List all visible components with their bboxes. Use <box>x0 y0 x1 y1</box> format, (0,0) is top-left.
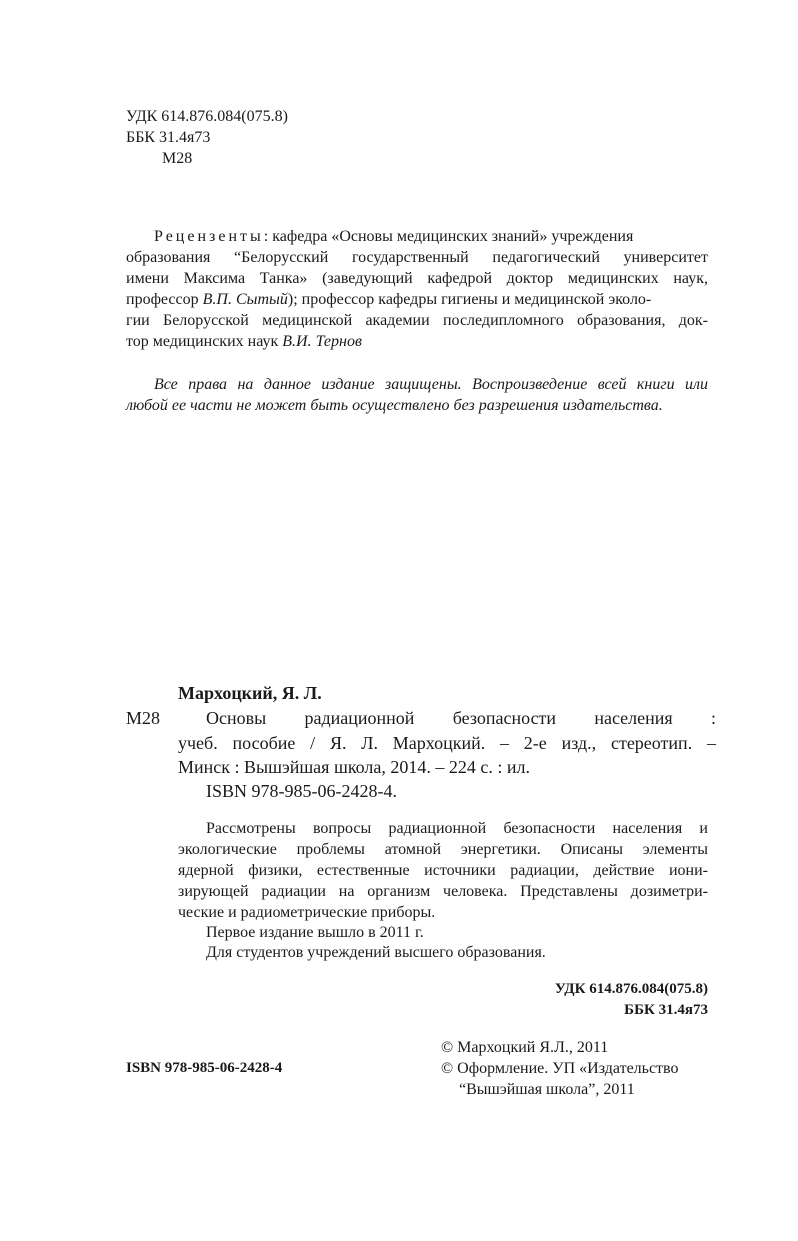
annotation-line-5: ческие и радиометрические приборы. <box>178 904 436 921</box>
reviewer-name-ternov: В.И. Тернов <box>282 333 362 350</box>
reviewers-line-1-rest: : кафедра «Основы медицинских знаний» учреждения <box>263 228 634 245</box>
reviewer-name-sytyi: В.П. Сытый <box>202 291 288 308</box>
copyright-author: © Мархоцкий Я.Л., 2011 <box>441 1039 609 1056</box>
catalog-code: М28 <box>126 708 161 728</box>
catalog-author: Мархоцкий, Я. Л. <box>178 683 322 703</box>
annotation-line-2: экологические проблемы атомной энергетики. Описаны элементы <box>178 841 708 858</box>
footer-isbn: ISBN 978-985-06-2428-4 <box>126 1060 283 1076</box>
reviewers-line-4-post: ); профессор кафедры гигиены и медицинской эколо- <box>287 291 652 308</box>
reviewers-line-5: гии Белорусской медицинской академии последипломного образования, док- <box>126 312 708 329</box>
catalog-title-line-1: Основы радиационной безопасности населения : <box>206 708 716 728</box>
reviewers-line-4-pre: профессор <box>126 291 203 308</box>
reviewers-line-4 <box>126 291 651 309</box>
reviewers-line-2: образования “Белорусский государственный педагогический университет <box>126 249 708 266</box>
catalog-title-line-3: Минск : Вышэйшая школа, 2014. – 224 с. : ил. <box>178 757 530 777</box>
copyright-publisher: “Вышэйшая школа”, 2011 <box>459 1081 635 1098</box>
reviewers-line-6 <box>126 333 362 351</box>
reviewers-label: Рецензенты <box>154 228 264 245</box>
reviewers-line-1 <box>154 228 633 246</box>
annotation-line-4: зирующей радиации на организм человека. Представлены дозиметри- <box>178 883 708 900</box>
reviewers-line-6-pre: тор медицинских наук <box>126 333 283 350</box>
header-udk: УДК 614.876.084(075.8) <box>126 108 288 125</box>
catalog-title-line-2: учеб. пособие / Я. Л. Мархоцкий. – 2-е изд., стереотип. – <box>178 733 716 753</box>
annotation-line-3: ядерной физики, естественные источники радиации, действие иони- <box>178 862 708 879</box>
footer-bbk: ББК 31.4я73 <box>624 1002 708 1018</box>
reviewers-line-3: имени Максима Танка» (заведующий кафедрой доктор медицинских наук, <box>126 270 708 287</box>
rights-line-2: любой ее части не может быть осуществлено без разрешения издательства. <box>126 397 663 414</box>
catalog-isbn: ISBN 978-985-06-2428-4. <box>206 781 397 801</box>
annotation-line-1: Рассмотрены вопросы радиационной безопасности населения и <box>206 820 708 837</box>
header-code: М28 <box>162 150 193 167</box>
footer-udk: УДК 614.876.084(075.8) <box>554 981 708 997</box>
annotation-audience: Для студентов учреждений высшего образования. <box>206 944 546 961</box>
annotation-first-edition: Первое издание вышло в 2011 г. <box>206 924 424 941</box>
rights-line-1: Все права на данное издание защищены. Воспроизведение всей книги или <box>154 376 708 393</box>
header-bbk: ББК 31.4я73 <box>126 129 211 146</box>
copyright-design: © Оформление. УП «Издательство <box>441 1060 679 1077</box>
